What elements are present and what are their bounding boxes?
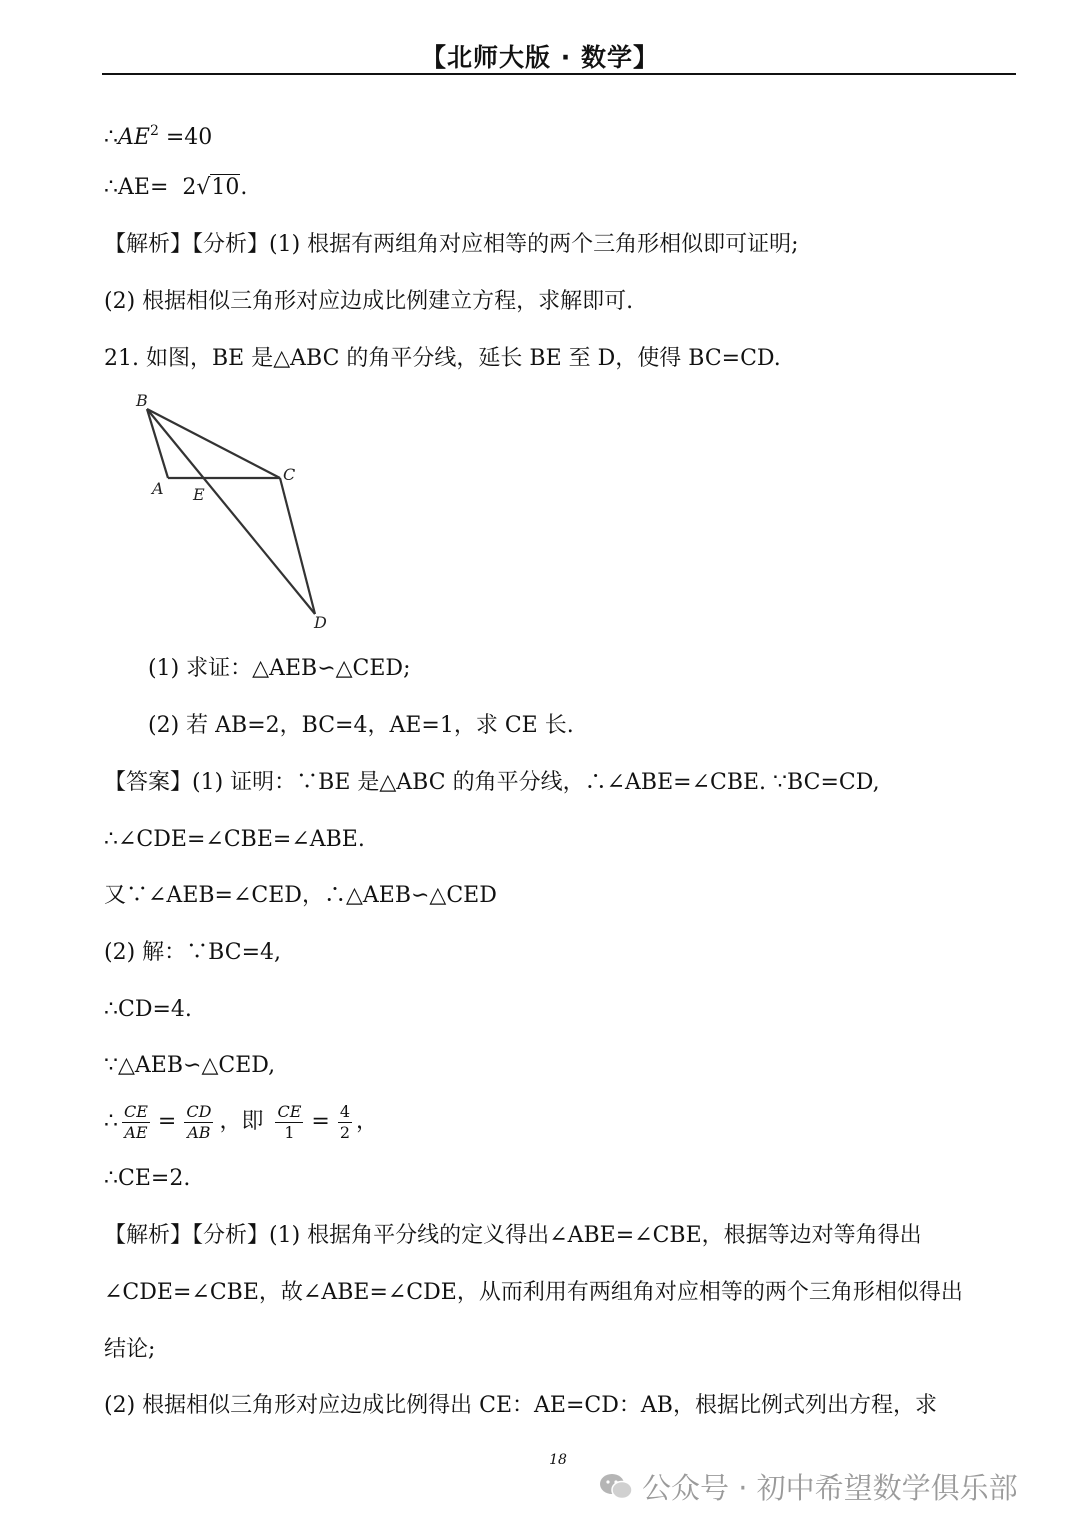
analysis-line-1: 【解析】【分析】(1) 根据有两组角对应相等的两个三角形相似即可证明; (104, 232, 799, 257)
fraction-denominator: 2 (339, 1122, 350, 1142)
page-header-title: 【北师大版 · 数学】 (421, 43, 659, 72)
math-variable: AE (118, 125, 150, 150)
watermark-text: 公众号 · 初中希望数学俱乐部 (642, 1471, 1018, 1505)
wechat-icon (598, 1472, 634, 1502)
therefore-symbol: ∴ (104, 1109, 118, 1134)
fraction-numerator: CE (277, 1101, 302, 1121)
fraction-denominator: AB (187, 1122, 211, 1142)
question-21-stem: 21. 如图，BE 是△ABC 的角平分线，延长 BE 至 D，使得 BC=CD. (104, 346, 781, 371)
label-b: B (136, 391, 148, 410)
header-divider (102, 73, 1016, 75)
explanation-line-2: ∠CDE=∠CBE，故∠ABE=∠CDE，从而利用有两组角对应相等的两个三角形相似得出 (104, 1280, 963, 1305)
therefore-symbol: ∴ (104, 125, 118, 150)
equation-prefix: ∴AE= (104, 175, 183, 200)
analysis-line-2: (2) 根据相似三角形对应边成比例建立方程，求解即可. (104, 289, 634, 314)
sqrt-symbol: √ (196, 175, 211, 200)
answer-line-2: ∴∠CDE=∠CBE=∠ABE. (104, 827, 365, 852)
explanation-line-4: (2) 根据相似三角形对应边成比例得出 CE：AE=CD：AB，根据比例式列出方程，求 (104, 1393, 937, 1418)
period: . (240, 175, 248, 200)
segment-bc (147, 409, 280, 478)
watermark (598, 1466, 1018, 1507)
radicand: 10 (211, 175, 240, 200)
fraction-numerator: 4 (339, 1101, 350, 1121)
segment-bd (147, 409, 315, 614)
explanation-line-1: 【解析】【分析】(1) 根据角平分线的定义得出∠ABE=∠CBE，根据等边对等角得出 (104, 1223, 922, 1248)
fraction-denominator: AE (124, 1122, 148, 1142)
equation-rest: =40 (158, 125, 213, 150)
label-d: D (314, 613, 327, 632)
coefficient: 2 (182, 175, 197, 200)
equals-sign: = (157, 1109, 177, 1134)
fraction-ce-1 (275, 1102, 303, 1143)
answer-line-3: 又∵∠AEB=∠CED，∴△AEB∽△CED (104, 883, 497, 908)
fraction-numerator: CE (124, 1101, 148, 1121)
question-part-2: (2) 若 AB=2，BC=4，AE=1，求 CE 长. (148, 713, 574, 738)
line-ae-value (104, 173, 247, 203)
answer-line-6: ∵△AEB∽△CED, (104, 1053, 276, 1078)
fraction-cd-ab (184, 1102, 213, 1143)
geometry-figure (130, 388, 340, 638)
answer-line-4: (2) 解：∵BC=4, (104, 940, 281, 965)
label-a: A (152, 479, 164, 498)
fraction-numerator: CD (186, 1101, 212, 1121)
page-number: 18 (549, 1452, 567, 1468)
fraction-denominator: 1 (284, 1122, 295, 1142)
connector-text: ，即 (219, 1109, 264, 1134)
answer-line-5: ∴CD=4. (104, 997, 192, 1022)
question-part-1: (1) 求证：△AEB∽△CED; (148, 656, 411, 681)
equals-sign: = (311, 1109, 330, 1134)
answer-line-8: ∴CE=2. (104, 1166, 191, 1191)
fraction-ce-ae (122, 1102, 150, 1143)
label-c: C (283, 465, 296, 484)
answer-line-1: 【答案】(1) 证明：∵BE 是△ABC 的角平分线，∴∠ABE=∠CBE. ∵BC=CD, (104, 770, 880, 795)
label-e: E (193, 485, 205, 504)
answer-fraction-line (104, 1100, 378, 1144)
line-ae-squared (104, 116, 212, 153)
explanation-line-3: 结论; (104, 1337, 156, 1362)
fraction-4-2 (338, 1102, 352, 1143)
exponent: 2 (149, 123, 159, 139)
trailing-comma: ， (356, 1109, 379, 1134)
